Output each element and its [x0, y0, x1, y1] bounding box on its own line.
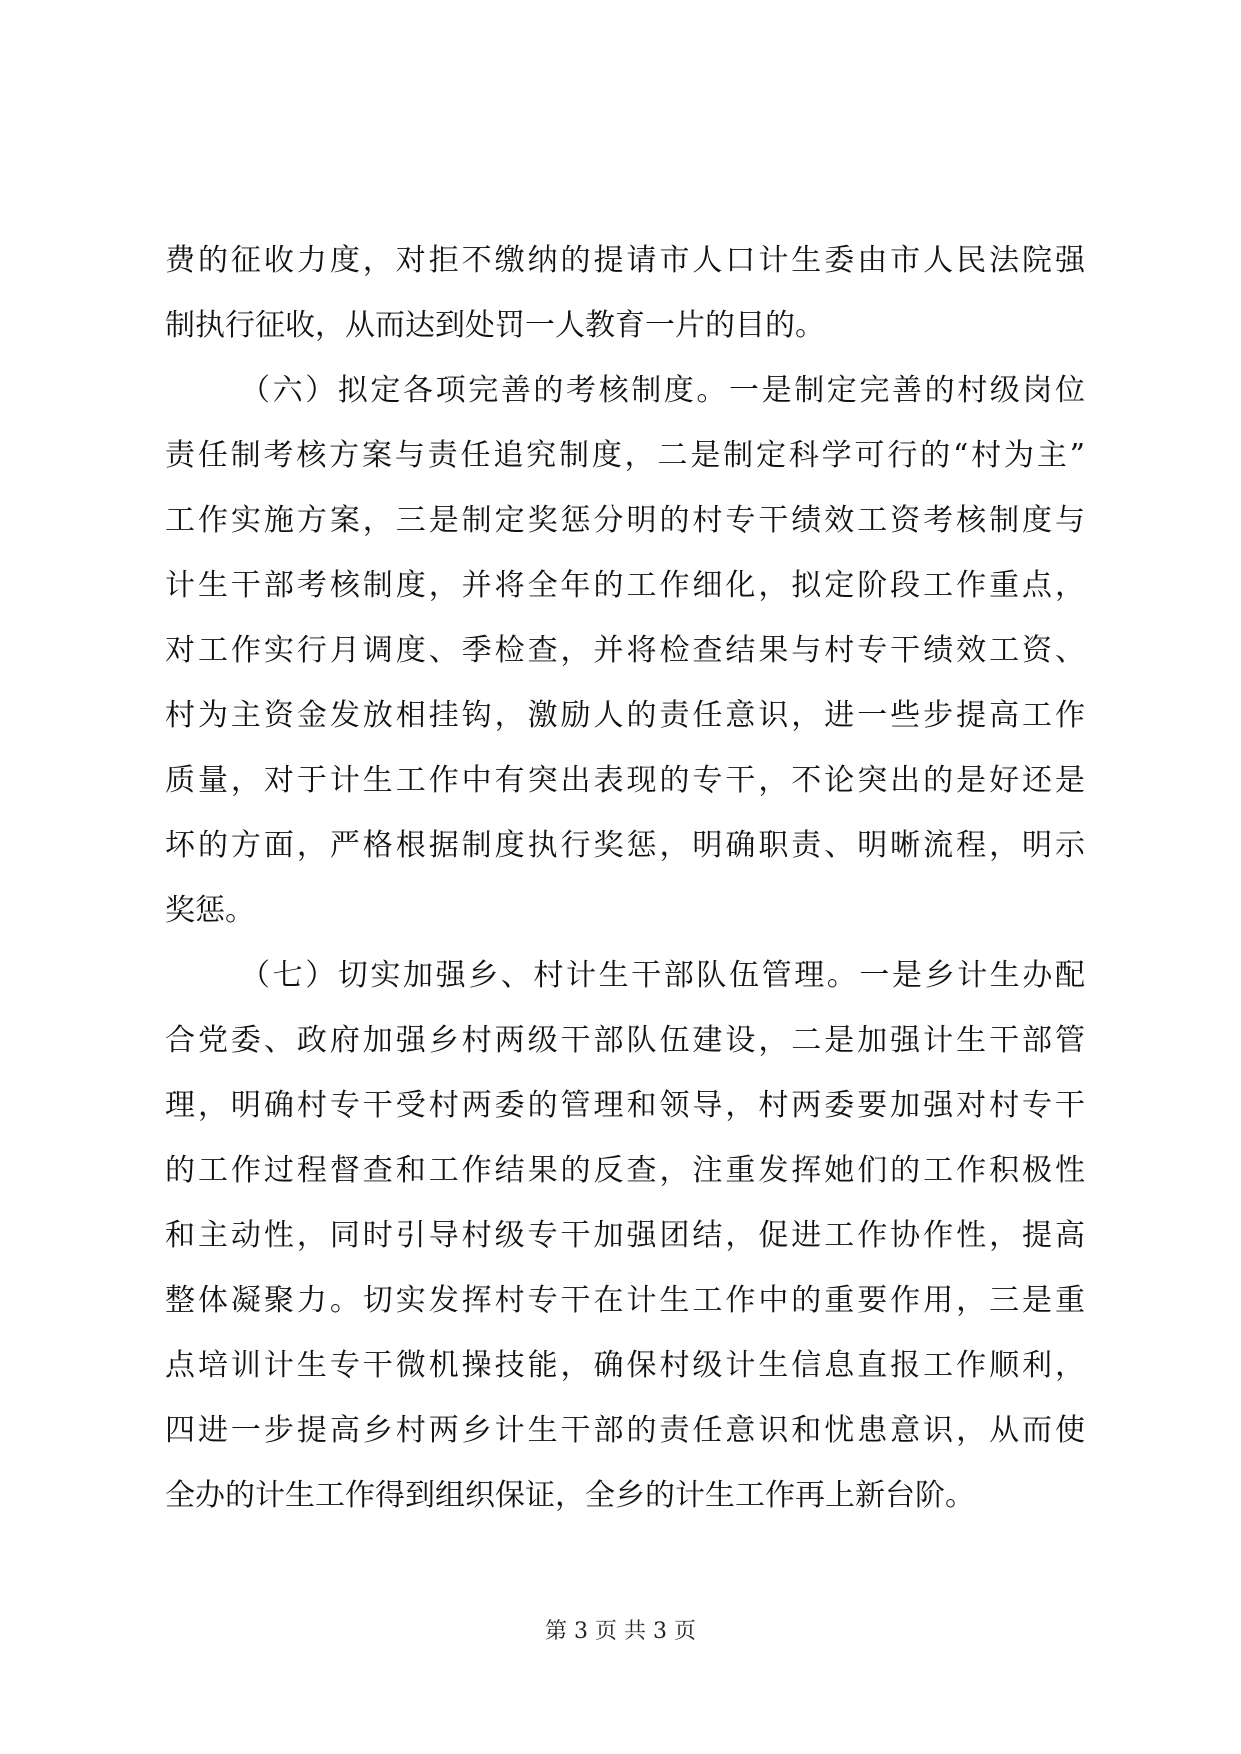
text-line: （七）切实加强乡、村计生干部队伍管理。一是乡计生办配 [240, 958, 1085, 993]
text-line: 理，明确村专干受村两委的管理和领导，村两委要加强对村专干 [165, 1088, 1085, 1123]
text-line: 四进一步提高乡村两乡计生干部的责任意识和忧患意识，从而使 [165, 1413, 1085, 1448]
text-line: （六）拟定各项完善的考核制度。一是制定完善的村级岗位 [240, 373, 1085, 408]
text-line: 奖惩。 [165, 893, 255, 928]
paragraph-2 [165, 358, 1085, 943]
page-number-footer: 第 3 页 共 3 页 [545, 1619, 696, 1644]
text-line: 全办的计生工作得到组织保证，全乡的计生工作再上新台阶。 [165, 1478, 975, 1513]
text-line: 对工作实行月调度、季检查，并将检查结果与村专干绩效工资、 [165, 633, 1085, 668]
text-line: 坏的方面，严格根据制度执行奖惩，明确职责、明晰流程，明示 [165, 828, 1085, 863]
text-line: 制执行征收，从而达到处罚一人教育一片的目的。 [165, 308, 825, 343]
text-line: 合党委、政府加强乡村两级干部队伍建设，二是加强计生干部管 [165, 1023, 1085, 1058]
text-line: 质量，对于计生工作中有突出表现的专干，不论突出的是好还是 [165, 763, 1085, 798]
text-line: 计生干部考核制度，并将全年的工作细化，拟定阶段工作重点， [165, 568, 1085, 603]
text-line: 费的征收力度，对拒不缴纳的提请市人口计生委由市人民法院强 [165, 243, 1085, 278]
document-body [165, 228, 1085, 1528]
text-line: 整体凝聚力。切实发挥村专干在计生工作中的重要作用，三是重 [165, 1283, 1085, 1318]
paragraph-1 [165, 228, 1085, 358]
text-line: 和主动性，同时引导村级专干加强团结，促进工作协作性，提高 [165, 1218, 1085, 1253]
text-line: 点培训计生专干微机操技能，确保村级计生信息直报工作顺利， [165, 1348, 1085, 1383]
text-line: 责任制考核方案与责任追究制度，二是制定科学可行的“村为主” [165, 438, 1085, 473]
paragraph-3 [165, 943, 1085, 1528]
text-line: 的工作过程督查和工作结果的反查，注重发挥她们的工作积极性 [165, 1153, 1085, 1188]
text-line: 村为主资金发放相挂钩，激励人的责任意识，进一些步提高工作 [165, 698, 1085, 733]
text-line: 工作实施方案，三是制定奖惩分明的村专干绩效工资考核制度与 [165, 503, 1085, 538]
